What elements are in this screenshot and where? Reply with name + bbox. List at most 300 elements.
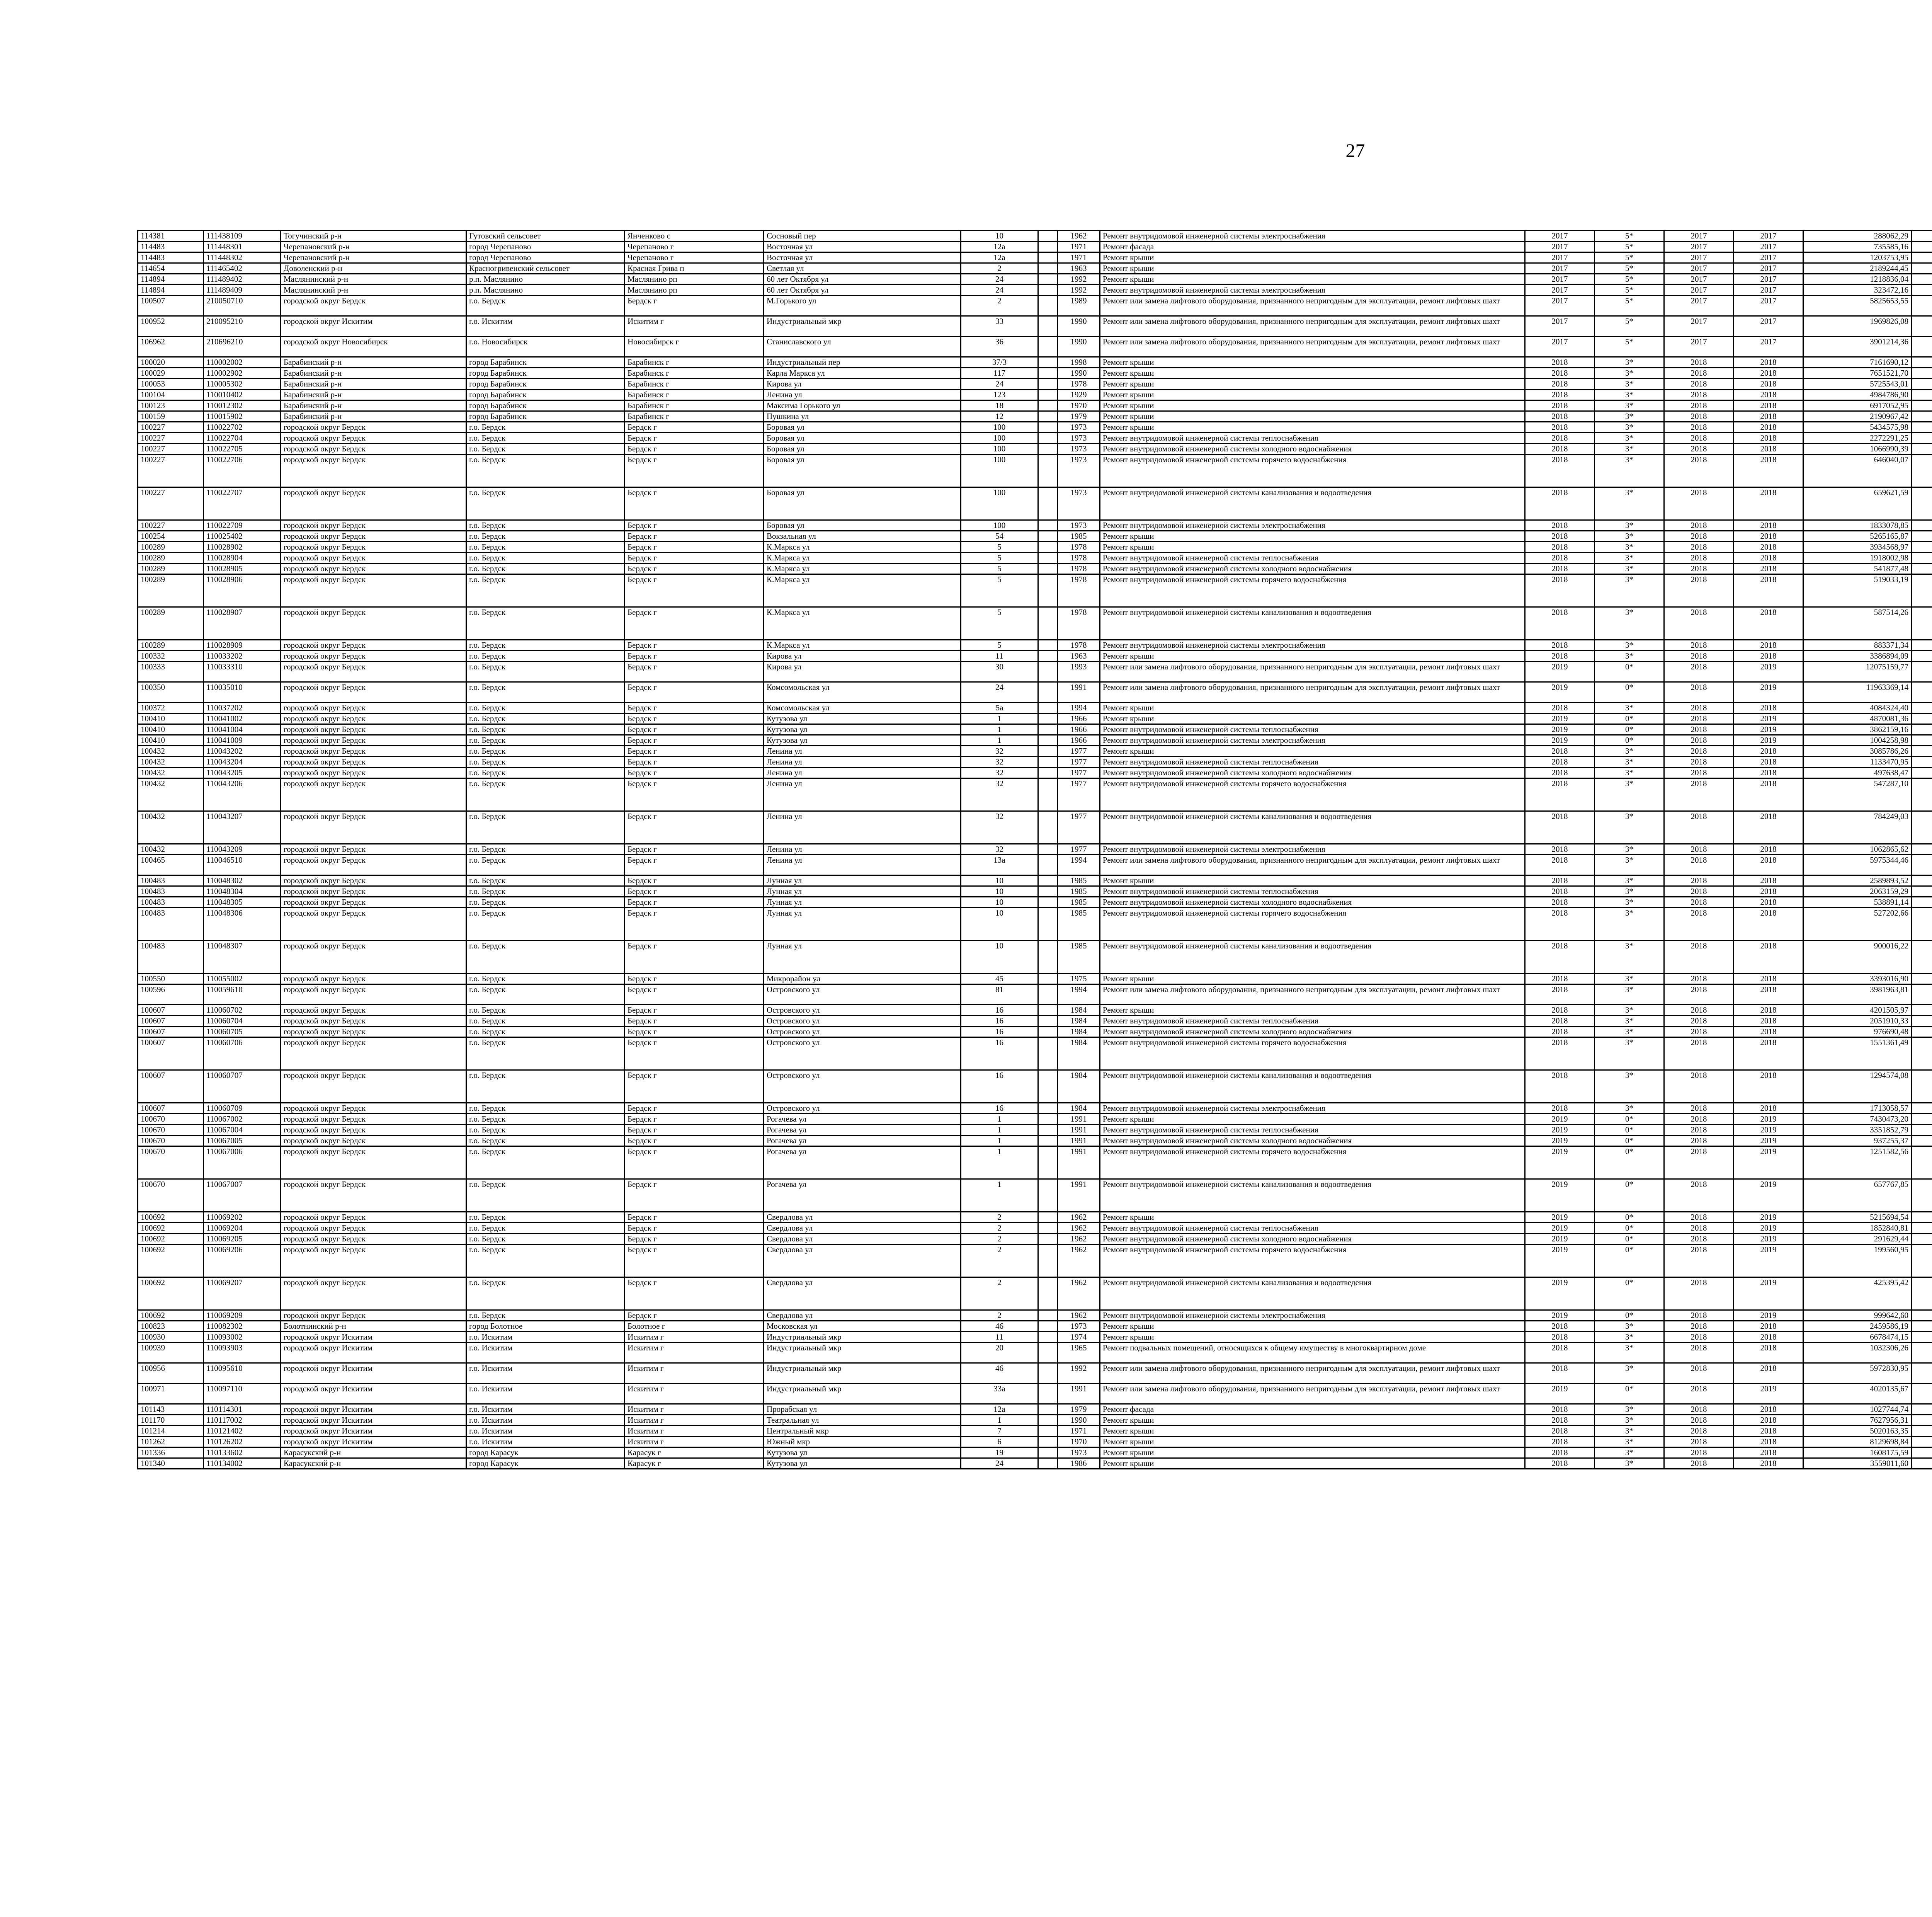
cell-work-id: 110060706 [204, 1037, 281, 1070]
cell-letter [1038, 1447, 1058, 1458]
cell-house-id: 100410 [138, 713, 204, 724]
cell-settlement: г.о. Искитим [466, 1384, 625, 1404]
cell-end-year: 2017 [1734, 242, 1803, 252]
cell-total-cost: 2189244,45 [1803, 263, 1912, 274]
cell-locality: Бердск г [625, 1070, 764, 1103]
cell-fund-cost [1912, 1212, 1932, 1223]
cell-total-cost: 538891,14 [1803, 897, 1912, 908]
cell-municipal-district: городской округ Искитим [281, 1332, 466, 1343]
cell-letter [1038, 1332, 1058, 1343]
table-row [138, 337, 1932, 357]
cell-house-number: 81 [961, 984, 1038, 1005]
cell-street: Ленина ул [764, 811, 961, 844]
cell-house-id: 101262 [138, 1437, 204, 1447]
cell-street: Рогачева ул [764, 1136, 961, 1146]
cell-plan-year: 2018 [1525, 520, 1595, 531]
cell-priority: 0* [1595, 1384, 1664, 1404]
cell-municipal-district: Карасукский р-н [281, 1447, 466, 1458]
cell-letter [1038, 1125, 1058, 1136]
cell-house-number: 16 [961, 1070, 1038, 1103]
cell-municipal-district: Маслянинский р-н [281, 274, 466, 285]
cell-settlement: город Барабинск [466, 379, 625, 390]
cell-fund-cost [1912, 886, 1932, 897]
cell-house-number: 5 [961, 564, 1038, 574]
cell-total-cost: 4201505,97 [1803, 1005, 1912, 1016]
cell-letter [1038, 1343, 1058, 1363]
table-row [138, 1016, 1932, 1027]
cell-letter [1038, 908, 1058, 941]
cell-priority: 5* [1595, 274, 1664, 285]
cell-build-year: 1962 [1058, 231, 1100, 242]
cell-house-id: 100333 [138, 662, 204, 682]
cell-settlement: г.о. Бердск [466, 1146, 625, 1179]
cell-settlement: г.о. Бердск [466, 455, 625, 487]
cell-house-id: 100123 [138, 400, 204, 411]
cell-settlement: г.о. Бердск [466, 844, 625, 855]
cell-work-type: Ремонт крыши [1100, 1426, 1525, 1437]
cell-letter [1038, 337, 1058, 357]
cell-locality: Бердск г [625, 855, 764, 875]
cell-end-year: 2018 [1734, 433, 1803, 444]
cell-work-id: 110060702 [204, 1005, 281, 1016]
cell-work-type: Ремонт или замена лифтового оборудования, признанного непригодным для эксплуатации, ремонт лифтовых шахт [1100, 337, 1525, 357]
cell-locality: Бердск г [625, 1212, 764, 1223]
cell-house-number: 10 [961, 875, 1038, 886]
cell-priority: 0* [1595, 1310, 1664, 1321]
table-row [138, 531, 1932, 542]
cell-plan-year: 2019 [1525, 1125, 1595, 1136]
cell-fund-cost [1912, 1404, 1932, 1415]
cell-start-year: 2018 [1664, 778, 1734, 811]
cell-locality: Бердск г [625, 703, 764, 713]
cell-priority: 3* [1595, 1027, 1664, 1037]
cell-total-cost: 541877,48 [1803, 564, 1912, 574]
cell-total-cost: 5265165,87 [1803, 531, 1912, 542]
cell-build-year: 1985 [1058, 897, 1100, 908]
cell-letter [1038, 984, 1058, 1005]
cell-build-year: 1962 [1058, 1223, 1100, 1234]
cell-work-id: 110082302 [204, 1321, 281, 1332]
cell-plan-year: 2019 [1525, 1136, 1595, 1146]
cell-municipal-district: городской округ Бердск [281, 651, 466, 662]
cell-build-year: 1985 [1058, 875, 1100, 886]
cell-start-year: 2018 [1664, 411, 1734, 422]
cell-priority: 3* [1595, 1037, 1664, 1070]
cell-settlement: г.о. Искитим [466, 1332, 625, 1343]
cell-priority: 3* [1595, 1426, 1664, 1437]
table-row [138, 296, 1932, 316]
cell-letter [1038, 713, 1058, 724]
cell-house-number: 46 [961, 1363, 1038, 1384]
cell-house-id: 114483 [138, 252, 204, 263]
cell-start-year: 2018 [1664, 1136, 1734, 1146]
cell-house-number: 24 [961, 274, 1038, 285]
cell-settlement: г.о. Бердск [466, 520, 625, 531]
cell-letter [1038, 564, 1058, 574]
cell-total-cost: 1918002,98 [1803, 553, 1912, 564]
cell-house-number: 1 [961, 1114, 1038, 1125]
cell-work-type: Ремонт внутридомовой инженерной системы электроснабжения [1100, 520, 1525, 531]
cell-plan-year: 2018 [1525, 1437, 1595, 1447]
cell-house-number: 2 [961, 263, 1038, 274]
cell-plan-year: 2019 [1525, 1212, 1595, 1223]
cell-start-year: 2018 [1664, 1447, 1734, 1458]
cell-locality: Карасук г [625, 1458, 764, 1469]
cell-locality: Бердск г [625, 724, 764, 735]
cell-work-id: 110022705 [204, 444, 281, 455]
cell-work-id: 110059610 [204, 984, 281, 1005]
cell-fund-cost [1912, 274, 1932, 285]
cell-settlement: г.о. Бердск [466, 875, 625, 886]
cell-total-cost: 5825653,55 [1803, 296, 1912, 316]
cell-municipal-district: городской округ Бердск [281, 455, 466, 487]
cell-start-year: 2018 [1664, 651, 1734, 662]
cell-work-id: 110043204 [204, 757, 281, 768]
cell-letter [1038, 487, 1058, 520]
cell-locality: Бердск г [625, 422, 764, 433]
cell-locality: Бердск г [625, 1223, 764, 1234]
cell-priority: 0* [1595, 1179, 1664, 1212]
cell-house-id: 101340 [138, 1458, 204, 1469]
cell-letter [1038, 433, 1058, 444]
cell-plan-year: 2018 [1525, 1037, 1595, 1070]
cell-build-year: 1965 [1058, 1343, 1100, 1363]
cell-work-type: Ремонт внутридомовой инженерной системы канализования и водоотведения [1100, 1070, 1525, 1103]
cell-plan-year: 2018 [1525, 1005, 1595, 1016]
cell-work-type: Ремонт крыши [1100, 1321, 1525, 1332]
cell-municipal-district: городской округ Бердск [281, 1037, 466, 1070]
cell-settlement: г.о. Бердск [466, 444, 625, 455]
cell-house-id: 100607 [138, 1005, 204, 1016]
cell-house-id: 100227 [138, 422, 204, 433]
cell-end-year: 2019 [1734, 1310, 1803, 1321]
cell-total-cost: 5972830,95 [1803, 1363, 1912, 1384]
cell-work-type: Ремонт или замена лифтового оборудования, признанного непригодным для эксплуатации, ремонт лифтовых шахт [1100, 1363, 1525, 1384]
cell-build-year: 1991 [1058, 1114, 1100, 1125]
cell-total-cost: 659621,59 [1803, 487, 1912, 520]
cell-total-cost: 2063159,29 [1803, 886, 1912, 897]
cell-work-id: 111465402 [204, 263, 281, 274]
cell-priority: 3* [1595, 811, 1664, 844]
cell-letter [1038, 1070, 1058, 1103]
cell-build-year: 1962 [1058, 1245, 1100, 1277]
cell-start-year: 2018 [1664, 974, 1734, 984]
cell-settlement: г.о. Бердск [466, 897, 625, 908]
cell-letter [1038, 811, 1058, 844]
cell-priority: 0* [1595, 1114, 1664, 1125]
cell-street: Свердлова ул [764, 1245, 961, 1277]
cell-fund-cost [1912, 1384, 1932, 1404]
cell-municipal-district: городской округ Бердск [281, 422, 466, 433]
cell-locality: Бердск г [625, 1114, 764, 1125]
cell-work-id: 111489402 [204, 274, 281, 285]
cell-work-id: 110043207 [204, 811, 281, 844]
cell-end-year: 2019 [1734, 1114, 1803, 1125]
cell-letter [1038, 520, 1058, 531]
cell-street: Боровая ул [764, 444, 961, 455]
cell-letter [1038, 897, 1058, 908]
cell-end-year: 2018 [1734, 1437, 1803, 1447]
cell-build-year: 1962 [1058, 1234, 1100, 1245]
cell-work-type: Ремонт внутридомовой инженерной системы горячего водоснабжения [1100, 1245, 1525, 1277]
cell-house-id: 100432 [138, 844, 204, 855]
cell-start-year: 2017 [1664, 242, 1734, 252]
cell-letter [1038, 316, 1058, 337]
table-row [138, 1310, 1932, 1321]
table-row [138, 487, 1932, 520]
cell-work-type: Ремонт внутридомовой инженерной системы электроснабжения [1100, 1103, 1525, 1114]
cell-work-id: 110067002 [204, 1114, 281, 1125]
table-body [138, 231, 1932, 1469]
cell-build-year: 1977 [1058, 746, 1100, 757]
cell-plan-year: 2018 [1525, 400, 1595, 411]
cell-locality: Бердск г [625, 662, 764, 682]
cell-municipal-district: городской округ Бердск [281, 1125, 466, 1136]
cell-plan-year: 2019 [1525, 724, 1595, 735]
cell-total-cost: 7651521,70 [1803, 368, 1912, 379]
cell-street: Ленина ул [764, 855, 961, 875]
cell-settlement: г.о. Новосибирск [466, 337, 625, 357]
cell-house-id: 100823 [138, 1321, 204, 1332]
cell-build-year: 1970 [1058, 400, 1100, 411]
cell-plan-year: 2018 [1525, 1016, 1595, 1027]
cell-start-year: 2018 [1664, 390, 1734, 400]
cell-municipal-district: городской округ Бердск [281, 640, 466, 651]
cell-work-type: Ремонт крыши [1100, 357, 1525, 368]
cell-municipal-district: городской округ Бердск [281, 1070, 466, 1103]
cell-work-type: Ремонт внутридомовой инженерной системы канализования и водоотведения [1100, 1179, 1525, 1212]
cell-letter [1038, 422, 1058, 433]
cell-house-number: 12а [961, 242, 1038, 252]
cell-start-year: 2018 [1664, 724, 1734, 735]
cell-locality: Бердск г [625, 444, 764, 455]
cell-locality: Черепаново г [625, 252, 764, 263]
cell-municipal-district: городской округ Бердск [281, 1136, 466, 1146]
cell-house-number: 10 [961, 231, 1038, 242]
table-row [138, 1447, 1932, 1458]
cell-settlement: город Барабинск [466, 357, 625, 368]
cell-work-id: 110010402 [204, 390, 281, 400]
cell-house-id: 114381 [138, 231, 204, 242]
cell-work-type: Ремонт внутридомовой инженерной системы канализования и водоотведения [1100, 941, 1525, 974]
cell-street: Островского ул [764, 1103, 961, 1114]
cell-house-number: 16 [961, 1005, 1038, 1016]
table-row [138, 1277, 1932, 1310]
cell-plan-year: 2018 [1525, 455, 1595, 487]
cell-fund-cost [1912, 1437, 1932, 1447]
cell-work-id: 111448302 [204, 252, 281, 263]
cell-locality: Карасук г [625, 1447, 764, 1458]
cell-start-year: 2018 [1664, 1005, 1734, 1016]
cell-house-id: 106962 [138, 337, 204, 357]
cell-end-year: 2018 [1734, 1027, 1803, 1037]
cell-start-year: 2018 [1664, 746, 1734, 757]
cell-letter [1038, 296, 1058, 316]
cell-end-year: 2018 [1734, 651, 1803, 662]
cell-house-number: 16 [961, 1103, 1038, 1114]
cell-work-type: Ремонт внутридомовой инженерной системы горячего водоснабжения [1100, 908, 1525, 941]
cell-house-id: 100104 [138, 390, 204, 400]
cell-municipal-district: городской округ Бердск [281, 984, 466, 1005]
cell-priority: 3* [1595, 1332, 1664, 1343]
cell-build-year: 1970 [1058, 1437, 1100, 1447]
cell-municipal-district: городской округ Бердск [281, 1245, 466, 1277]
cell-fund-cost [1912, 724, 1932, 735]
cell-end-year: 2018 [1734, 390, 1803, 400]
cell-work-type: Ремонт внутридомовой инженерной системы теплоснабжения [1100, 1125, 1525, 1136]
cell-letter [1038, 682, 1058, 703]
cell-build-year: 1973 [1058, 520, 1100, 531]
cell-house-number: 18 [961, 400, 1038, 411]
cell-work-id: 110028902 [204, 542, 281, 553]
cell-letter [1038, 242, 1058, 252]
cell-settlement: г.о. Бердск [466, 1245, 625, 1277]
cell-start-year: 2018 [1664, 379, 1734, 390]
cell-fund-cost [1912, 574, 1932, 607]
cell-total-cost: 976690,48 [1803, 1027, 1912, 1037]
cell-priority: 5* [1595, 337, 1664, 357]
cell-house-number: 100 [961, 422, 1038, 433]
cell-fund-cost [1912, 1447, 1932, 1458]
cell-locality: Бердск г [625, 713, 764, 724]
cell-street: Островского ул [764, 984, 961, 1005]
cell-work-id: 110022709 [204, 520, 281, 531]
cell-settlement: г.о. Бердск [466, 531, 625, 542]
cell-letter [1038, 1005, 1058, 1016]
cell-municipal-district: городской округ Бердск [281, 735, 466, 746]
cell-plan-year: 2018 [1525, 607, 1595, 640]
cell-priority: 5* [1595, 316, 1664, 337]
cell-work-id: 110033310 [204, 662, 281, 682]
cell-start-year: 2017 [1664, 296, 1734, 316]
cell-work-id: 110114301 [204, 1404, 281, 1415]
cell-fund-cost [1912, 487, 1932, 520]
cell-work-type: Ремонт крыши [1100, 411, 1525, 422]
cell-plan-year: 2017 [1525, 316, 1595, 337]
cell-work-id: 111489409 [204, 285, 281, 296]
cell-settlement: г.о. Бердск [466, 1027, 625, 1037]
table-row [138, 682, 1932, 703]
cell-house-number: 1 [961, 1146, 1038, 1179]
cell-total-cost: 5975344,46 [1803, 855, 1912, 875]
cell-end-year: 2018 [1734, 640, 1803, 651]
cell-work-id: 110069209 [204, 1310, 281, 1321]
cell-fund-cost [1912, 337, 1932, 357]
table-row [138, 1404, 1932, 1415]
cell-fund-cost [1912, 379, 1932, 390]
cell-build-year: 1977 [1058, 768, 1100, 778]
table-row [138, 1343, 1932, 1363]
cell-work-type: Ремонт крыши [1100, 274, 1525, 285]
cell-total-cost: 4870081,36 [1803, 713, 1912, 724]
cell-municipal-district: городской округ Бердск [281, 1212, 466, 1223]
table-row [138, 1114, 1932, 1125]
cell-start-year: 2018 [1664, 703, 1734, 713]
page-number: 27 [1345, 140, 1365, 161]
cell-work-type: Ремонт внутридомовой инженерной системы канализования и водоотведения [1100, 811, 1525, 844]
cell-settlement: г.о. Искитим [466, 1437, 625, 1447]
cell-start-year: 2018 [1664, 531, 1734, 542]
cell-work-type: Ремонт или замена лифтового оборудования, признанного непригодным для эксплуатации, ремонт лифтовых шахт [1100, 1384, 1525, 1404]
cell-end-year: 2018 [1734, 1415, 1803, 1426]
cell-house-id: 100410 [138, 724, 204, 735]
cell-total-cost: 900016,22 [1803, 941, 1912, 974]
cell-letter [1038, 531, 1058, 542]
table-row [138, 1384, 1932, 1404]
cell-locality: Бердск г [625, 564, 764, 574]
cell-end-year: 2017 [1734, 285, 1803, 296]
cell-municipal-district: городской округ Бердск [281, 724, 466, 735]
cell-work-id: 110028907 [204, 607, 281, 640]
cell-total-cost: 1004258,98 [1803, 735, 1912, 746]
cell-work-type: Ремонт крыши [1100, 1415, 1525, 1426]
cell-street: Индустриальный мкр [764, 1332, 961, 1343]
cell-fund-cost [1912, 1037, 1932, 1070]
cell-house-id: 100289 [138, 574, 204, 607]
cell-house-number: 32 [961, 768, 1038, 778]
cell-street: Вокзальная ул [764, 531, 961, 542]
table-row [138, 724, 1932, 735]
cell-start-year: 2017 [1664, 274, 1734, 285]
cell-plan-year: 2019 [1525, 735, 1595, 746]
cell-build-year: 1966 [1058, 735, 1100, 746]
cell-letter [1038, 662, 1058, 682]
cell-start-year: 2018 [1664, 1016, 1734, 1027]
cell-end-year: 2018 [1734, 531, 1803, 542]
cell-build-year: 1962 [1058, 1310, 1100, 1321]
cell-priority: 3* [1595, 553, 1664, 564]
table-row [138, 640, 1932, 651]
cell-priority: 0* [1595, 1146, 1664, 1179]
cell-start-year: 2018 [1664, 1027, 1734, 1037]
cell-locality: Бердск г [625, 897, 764, 908]
cell-municipal-district: Барабинский р-н [281, 379, 466, 390]
cell-work-id: 110048305 [204, 897, 281, 908]
cell-total-cost: 7430473,20 [1803, 1114, 1912, 1125]
cell-work-id: 110033202 [204, 651, 281, 662]
cell-house-id: 100289 [138, 564, 204, 574]
cell-settlement: г.о. Бердск [466, 1136, 625, 1146]
cell-fund-cost [1912, 735, 1932, 746]
cell-house-id: 100289 [138, 607, 204, 640]
cell-work-type: Ремонт внутридомовой инженерной системы холодного водоснабжения [1100, 897, 1525, 908]
cell-work-id: 110041009 [204, 735, 281, 746]
cell-build-year: 1979 [1058, 411, 1100, 422]
cell-municipal-district: Барабинский р-н [281, 411, 466, 422]
cell-street: Кутузова ул [764, 735, 961, 746]
cell-street: Ленина ул [764, 757, 961, 768]
table-row [138, 1146, 1932, 1179]
cell-total-cost: 6678474,15 [1803, 1332, 1912, 1343]
cell-house-id: 100483 [138, 886, 204, 897]
cell-priority: 3* [1595, 855, 1664, 875]
cell-work-id: 110046510 [204, 855, 281, 875]
cell-municipal-district: городской округ Бердск [281, 1103, 466, 1114]
registry-table [137, 230, 1932, 1469]
table-row [138, 662, 1932, 682]
cell-street: Лунная ул [764, 897, 961, 908]
cell-total-cost: 1032306,26 [1803, 1343, 1912, 1363]
cell-total-cost: 784249,03 [1803, 811, 1912, 844]
cell-priority: 3* [1595, 1343, 1664, 1363]
cell-locality: Бердск г [625, 746, 764, 757]
cell-settlement: г.о. Бердск [466, 1277, 625, 1310]
cell-work-id: 111438109 [204, 231, 281, 242]
cell-build-year: 1977 [1058, 757, 1100, 768]
cell-work-type: Ремонт фасада [1100, 242, 1525, 252]
cell-municipal-district: Барабинский р-н [281, 400, 466, 411]
cell-work-type: Ремонт крыши [1100, 703, 1525, 713]
